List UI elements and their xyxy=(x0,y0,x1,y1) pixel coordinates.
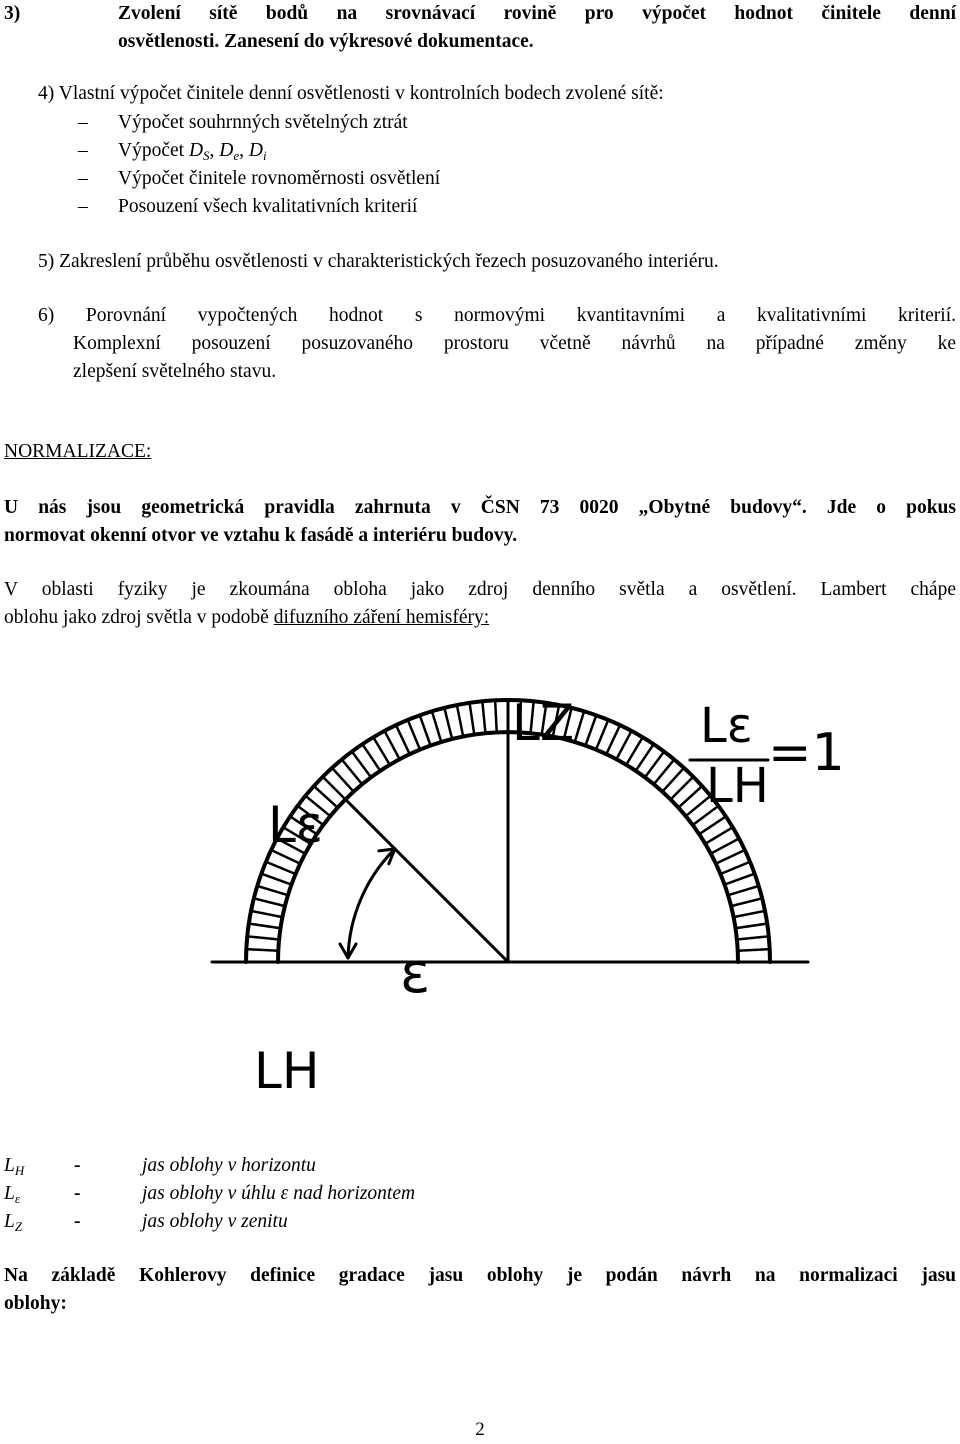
hemisphere-hatch-mark xyxy=(432,711,441,742)
hemisphere-hatch-mark xyxy=(249,924,281,929)
hemisphere-hatch-mark xyxy=(725,874,755,885)
hemisphere-hatch-mark xyxy=(626,737,642,764)
hemisphere-hatch-mark xyxy=(736,924,768,929)
bullet-dash: – xyxy=(78,196,88,217)
hemisphere-hatch-mark xyxy=(731,898,762,906)
symbol-de-sub: e xyxy=(233,148,240,163)
symbol-di: D xyxy=(248,140,263,161)
paragraph-2-line1: V oblasti fyziky je zkoumána obloha jako zdroj denního světla a osvětlení. Lambert chápe xyxy=(4,579,956,600)
hemisphere-hatch-mark xyxy=(720,862,750,874)
hemisphere-hatch-mark xyxy=(261,874,291,885)
hemisphere-hatch-mark xyxy=(470,703,475,735)
hemisphere-hatch-mark xyxy=(716,850,745,864)
legend-text: jas oblohy v úhlu ε nad horizontem xyxy=(142,1183,416,1204)
hemisphere-hatch-mark xyxy=(575,711,584,742)
ratio-numerator: Lε xyxy=(700,698,753,754)
ratio-denominator: LH xyxy=(706,758,769,814)
paragraph-2-line2 xyxy=(4,604,956,632)
paragraph-2-text: oblohu jako zdroj světla v podobě xyxy=(4,607,274,628)
hemisphere-hatch-mark xyxy=(396,725,410,754)
item-4-bullet-1 xyxy=(4,109,956,137)
bullet-text: Posouzení všech kvalitativních kriterií xyxy=(118,196,418,217)
item-3-number: 3) xyxy=(4,3,21,24)
paragraph-1-line2: normovat okenní otvor ve vztahu k fasádě a interiéru budovy. xyxy=(4,525,518,546)
item-3-text-line1: Zvolení sítě bodů na srovnávací rovině pro výpočet hodnot činitele denní xyxy=(118,3,956,24)
item-3-line1 xyxy=(4,0,956,28)
hemisphere-hatch-mark xyxy=(444,708,452,739)
item-3-line2 xyxy=(4,28,956,56)
epsilon-angle-arc xyxy=(348,849,395,958)
ratio-equals-one: =1 xyxy=(768,723,845,783)
bullet-text: Výpočet souhrnných světelných ztrát xyxy=(118,112,408,133)
legend-dash: - xyxy=(74,1183,81,1204)
legend-symbol: $L_\varepsilon$ xyxy=(4,1183,20,1206)
hemisphere-hatch-mark xyxy=(596,720,608,750)
legend-text: jas oblohy v horizontu xyxy=(142,1155,316,1176)
hemisphere-hatch-mark xyxy=(257,886,288,895)
hemisphere-hatch-mark xyxy=(495,700,497,732)
hemisphere-hatch-mark xyxy=(420,715,431,745)
hemisphere-hatch-mark xyxy=(585,715,596,745)
item-4-bullet-2 xyxy=(4,137,956,165)
closing-line1: Na základě Kohlerovy definice gradace jasu oblohy je podán návrh na normalizaci jasu xyxy=(4,1265,956,1286)
diffuse-radiation-term: difuzního záření hemisféry: xyxy=(273,607,490,628)
hemisphere-hatch-mark xyxy=(711,838,739,853)
hemisphere-hatch-mark xyxy=(728,886,759,895)
symbol-di-sub: i xyxy=(263,148,267,163)
legend-symbol: $L_H$ xyxy=(4,1155,25,1178)
hemisphere-hatch-mark xyxy=(734,911,765,917)
symbol-de: D xyxy=(219,140,234,161)
legend-row-le xyxy=(4,1180,604,1208)
label-lh: LH xyxy=(254,1042,320,1100)
hemisphere-hatch-mark xyxy=(705,827,732,843)
sky-hemisphere-diagram xyxy=(0,660,960,1120)
hemisphere-hatch-mark xyxy=(616,731,631,759)
item-4-bullet-4 xyxy=(4,193,956,221)
item-5: 5) Zakreslení průběhu osvětlenosti v charakteristických řezech posuzovaného interiéru. xyxy=(38,251,719,272)
hemisphere-hatch-mark xyxy=(457,705,463,736)
hemisphere-hatch-mark xyxy=(251,911,282,917)
legend-dash: - xyxy=(74,1211,81,1232)
paragraph-1-line1: U nás jsou geometrická pravidla zahrnuta v ČSN 73 0020 „Obytné budovy“. Jde o pokus xyxy=(4,497,956,518)
legend-symbol: $L_Z$ xyxy=(4,1211,23,1234)
hemisphere-hatch-mark xyxy=(384,731,399,759)
hemisphere-hatch-mark xyxy=(408,720,420,750)
item-4-heading: 4) Vlastní výpočet činitele denní osvětlenosti v kontrolních bodech zvolené sítě: xyxy=(38,83,664,104)
hemisphere-hatch-mark xyxy=(247,936,279,939)
bullet-dash: – xyxy=(78,112,88,133)
legend-text: jas oblohy v zenitu xyxy=(142,1211,288,1232)
legend-row-lz xyxy=(4,1208,604,1236)
hemisphere-hatch-mark xyxy=(737,936,769,939)
bullet-text-prefix: Výpočet xyxy=(118,140,185,161)
hemisphere-hatch-mark xyxy=(606,725,620,754)
bullet-dash: – xyxy=(78,168,88,189)
hemisphere-hatch-mark xyxy=(699,816,726,834)
hemisphere-hatch-mark xyxy=(373,737,389,764)
bullet-text-ds-de-di: Výpočet $D_S$, $D_e$, $D_i$ xyxy=(118,140,267,163)
hemisphere-hatch-mark xyxy=(482,701,485,733)
symbol-ds-sub: S xyxy=(203,148,210,163)
label-le: Lε xyxy=(268,796,323,854)
item-6-line2: Komplexní posouzení posuzovaného prostoru včetně návrhů na případné změny ke xyxy=(73,333,956,354)
hemisphere-hatch-mark xyxy=(254,898,285,906)
hemisphere-hatch-mark xyxy=(362,744,380,771)
closing-line2: oblohy: xyxy=(4,1293,67,1314)
hemisphere-hatch-mark xyxy=(738,949,770,951)
item-6-line1: 6) Porovnání vypočtených hodnot s normovými kvantitavními a kvalitativními kriterií. xyxy=(38,305,956,326)
legend-dash: - xyxy=(74,1155,81,1176)
symbol-ds: D xyxy=(188,140,204,161)
item-4-bullet-3 xyxy=(4,165,956,193)
bullet-text: Výpočet činitele rovnoměrnosti osvětlení xyxy=(118,168,441,189)
hemisphere-hatch-mark xyxy=(246,949,278,951)
bullet-dash: – xyxy=(78,140,88,161)
hemisphere-hatch-mark xyxy=(266,862,296,874)
label-lz: LZ xyxy=(512,694,575,752)
section-heading-normalizace: NORMALIZACE: xyxy=(4,441,152,462)
hemisphere-hatch-mark xyxy=(636,744,654,771)
label-epsilon: ε xyxy=(400,941,431,1006)
page-number: 2 xyxy=(475,1419,485,1440)
legend-row-lh xyxy=(4,1152,604,1180)
item-6-line3: zlepšení světelného stavu. xyxy=(73,361,277,382)
item-3-text-line2: osvětlenosti. Zanesení do výkresové dokumentace. xyxy=(118,31,534,52)
